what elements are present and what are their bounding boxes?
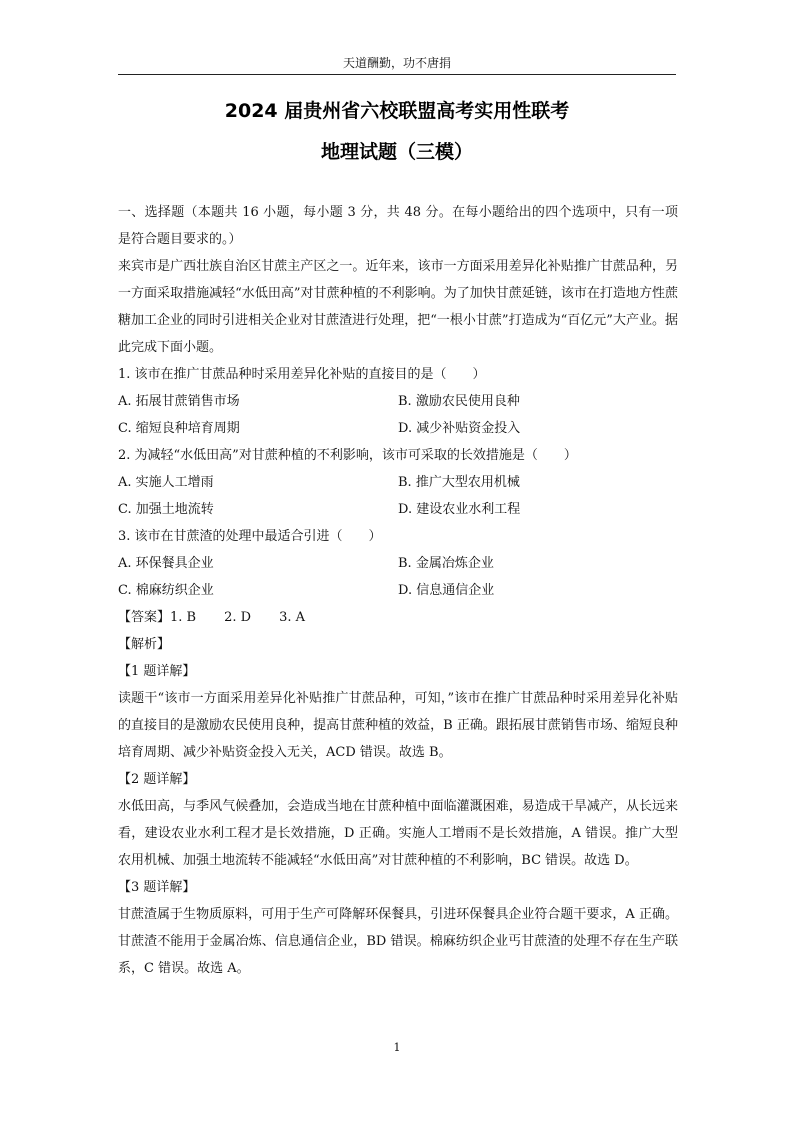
question-2-option-c: C. 加强土地流转	[118, 502, 214, 517]
detail-3-text: 甘蔗渣属于生物质原料，可用于生产可降解环保餐具，引进环保餐具企业符合题干要求，A 正确。甘蔗渣不能用于金属冶炼、信息通信企业，BD 错误。棉麻纺织企业丐甘蔗渣的处理不存在生产联系，C 错误。故选 A。	[118, 907, 678, 976]
exam-content	[118, 199, 678, 982]
question-2-options-row-2	[118, 496, 678, 523]
question-2-option-d: D. 建设农业水利工程	[398, 502, 521, 517]
question-1-option-c: C. 缩短良种培育周期	[118, 421, 240, 436]
answer-3: 3. A	[279, 610, 306, 625]
detail-1-label: 【1 题详解】	[118, 664, 196, 679]
question-3-option-d: D. 信息通信企业	[398, 583, 495, 598]
page-header	[118, 52, 676, 75]
answer-2: 2. D	[224, 610, 252, 625]
question-3-options-row-1	[118, 550, 678, 577]
material-paragraph: 来宾市是广西壮族自治区甘蔗主产区之一。近年来，该市一方面采用差异化补贴推广甘蔗品种，另一方面采取措施减轻“水低田高”对甘蔗种植的不利影响。为了加快甘蔗延链，该市在打造地方性蔗糖加工企业的同时引进相关企业对甘蔗渣进行处理，把“一根小甘蔗”打造成为“百亿元”大产业。据此完成下面小题。	[118, 259, 678, 355]
question-1-option-d: D. 减少补贴资金投入	[398, 421, 521, 436]
question-2-stem: 2. 为减轻“水低田高”对甘蔗种植的不利影响，该市可采取的长效措施是（ ）	[118, 448, 577, 463]
exam-subtitle: 地理试题（三模）	[320, 141, 473, 163]
question-3-option-a: A. 环保餐具企业	[118, 556, 214, 571]
question-3-options-row-2	[118, 577, 678, 604]
question-1-stem: 1. 该市在推广甘蔗品种时采用差异化补贴的直接目的是（ ）	[118, 367, 486, 382]
detail-2-label: 【2 题详解】	[118, 772, 196, 787]
question-3-stem: 3. 该市在甘蔗渣的处理中最适合引进（ ）	[118, 529, 382, 544]
question-2-option-a: A. 实施人工增雨	[118, 475, 214, 490]
page-number: 1	[393, 1041, 401, 1054]
question-1-option-b: B. 激励农民使用良种	[398, 394, 520, 409]
analysis-label: 【解析】	[118, 637, 171, 652]
question-1-option-a: A. 拓展甘蔗销售市场	[118, 394, 240, 409]
question-2-options-row-1	[118, 469, 678, 496]
answer-line	[118, 604, 678, 631]
question-3-option-b: B. 金属冶炼企业	[398, 556, 494, 571]
exam-title: 2024 届贵州省六校联盟高考实用性联考	[224, 100, 570, 122]
question-3-option-c: C. 棉麻纺织企业	[118, 583, 214, 598]
section-intro: 一、选择题（本题共 16 小题，每小题 3 分，共 48 分。在每小题给出的四个选项中，只有一项是符合题目要求的。）	[118, 205, 678, 247]
question-1-options-row-2	[118, 415, 678, 442]
detail-2-text: 水低田高，与季风气候叠加，会造成当地在甘蔗种植中面临灌溉困难，易造成干旱减产，从长远来看，建设农业水利工程才是长效措施，D 正确。实施人工增雨不是长效措施，A 错误。推广大型农用机械、加强土地流转不能减轻“水低田高”对甘蔗种植的不利影响，BC 错误。故选 D。	[118, 799, 678, 868]
detail-3-label: 【3 题详解】	[118, 880, 196, 895]
detail-1-text: 读题干“该市一方面采用差异化补贴推广甘蔗品种，可知，”该市在推广甘蔗品种时采用差异化补贴的直接目的是激励农民使用良种，提高甘蔗种植的效益，B 正确。跟拓展甘蔗销售市场、缩短良种培育周期、减少补贴资金投入无关，ACD 错误。故选 B。	[118, 691, 678, 760]
answer-1: 1. B	[170, 610, 197, 625]
answer-label: 【答案】	[118, 610, 171, 625]
question-1-options-row-1	[118, 388, 678, 415]
header-motto: 天道酬勤，功不唐捐	[342, 56, 451, 70]
question-2-option-b: B. 推广大型农用机械	[398, 475, 520, 490]
